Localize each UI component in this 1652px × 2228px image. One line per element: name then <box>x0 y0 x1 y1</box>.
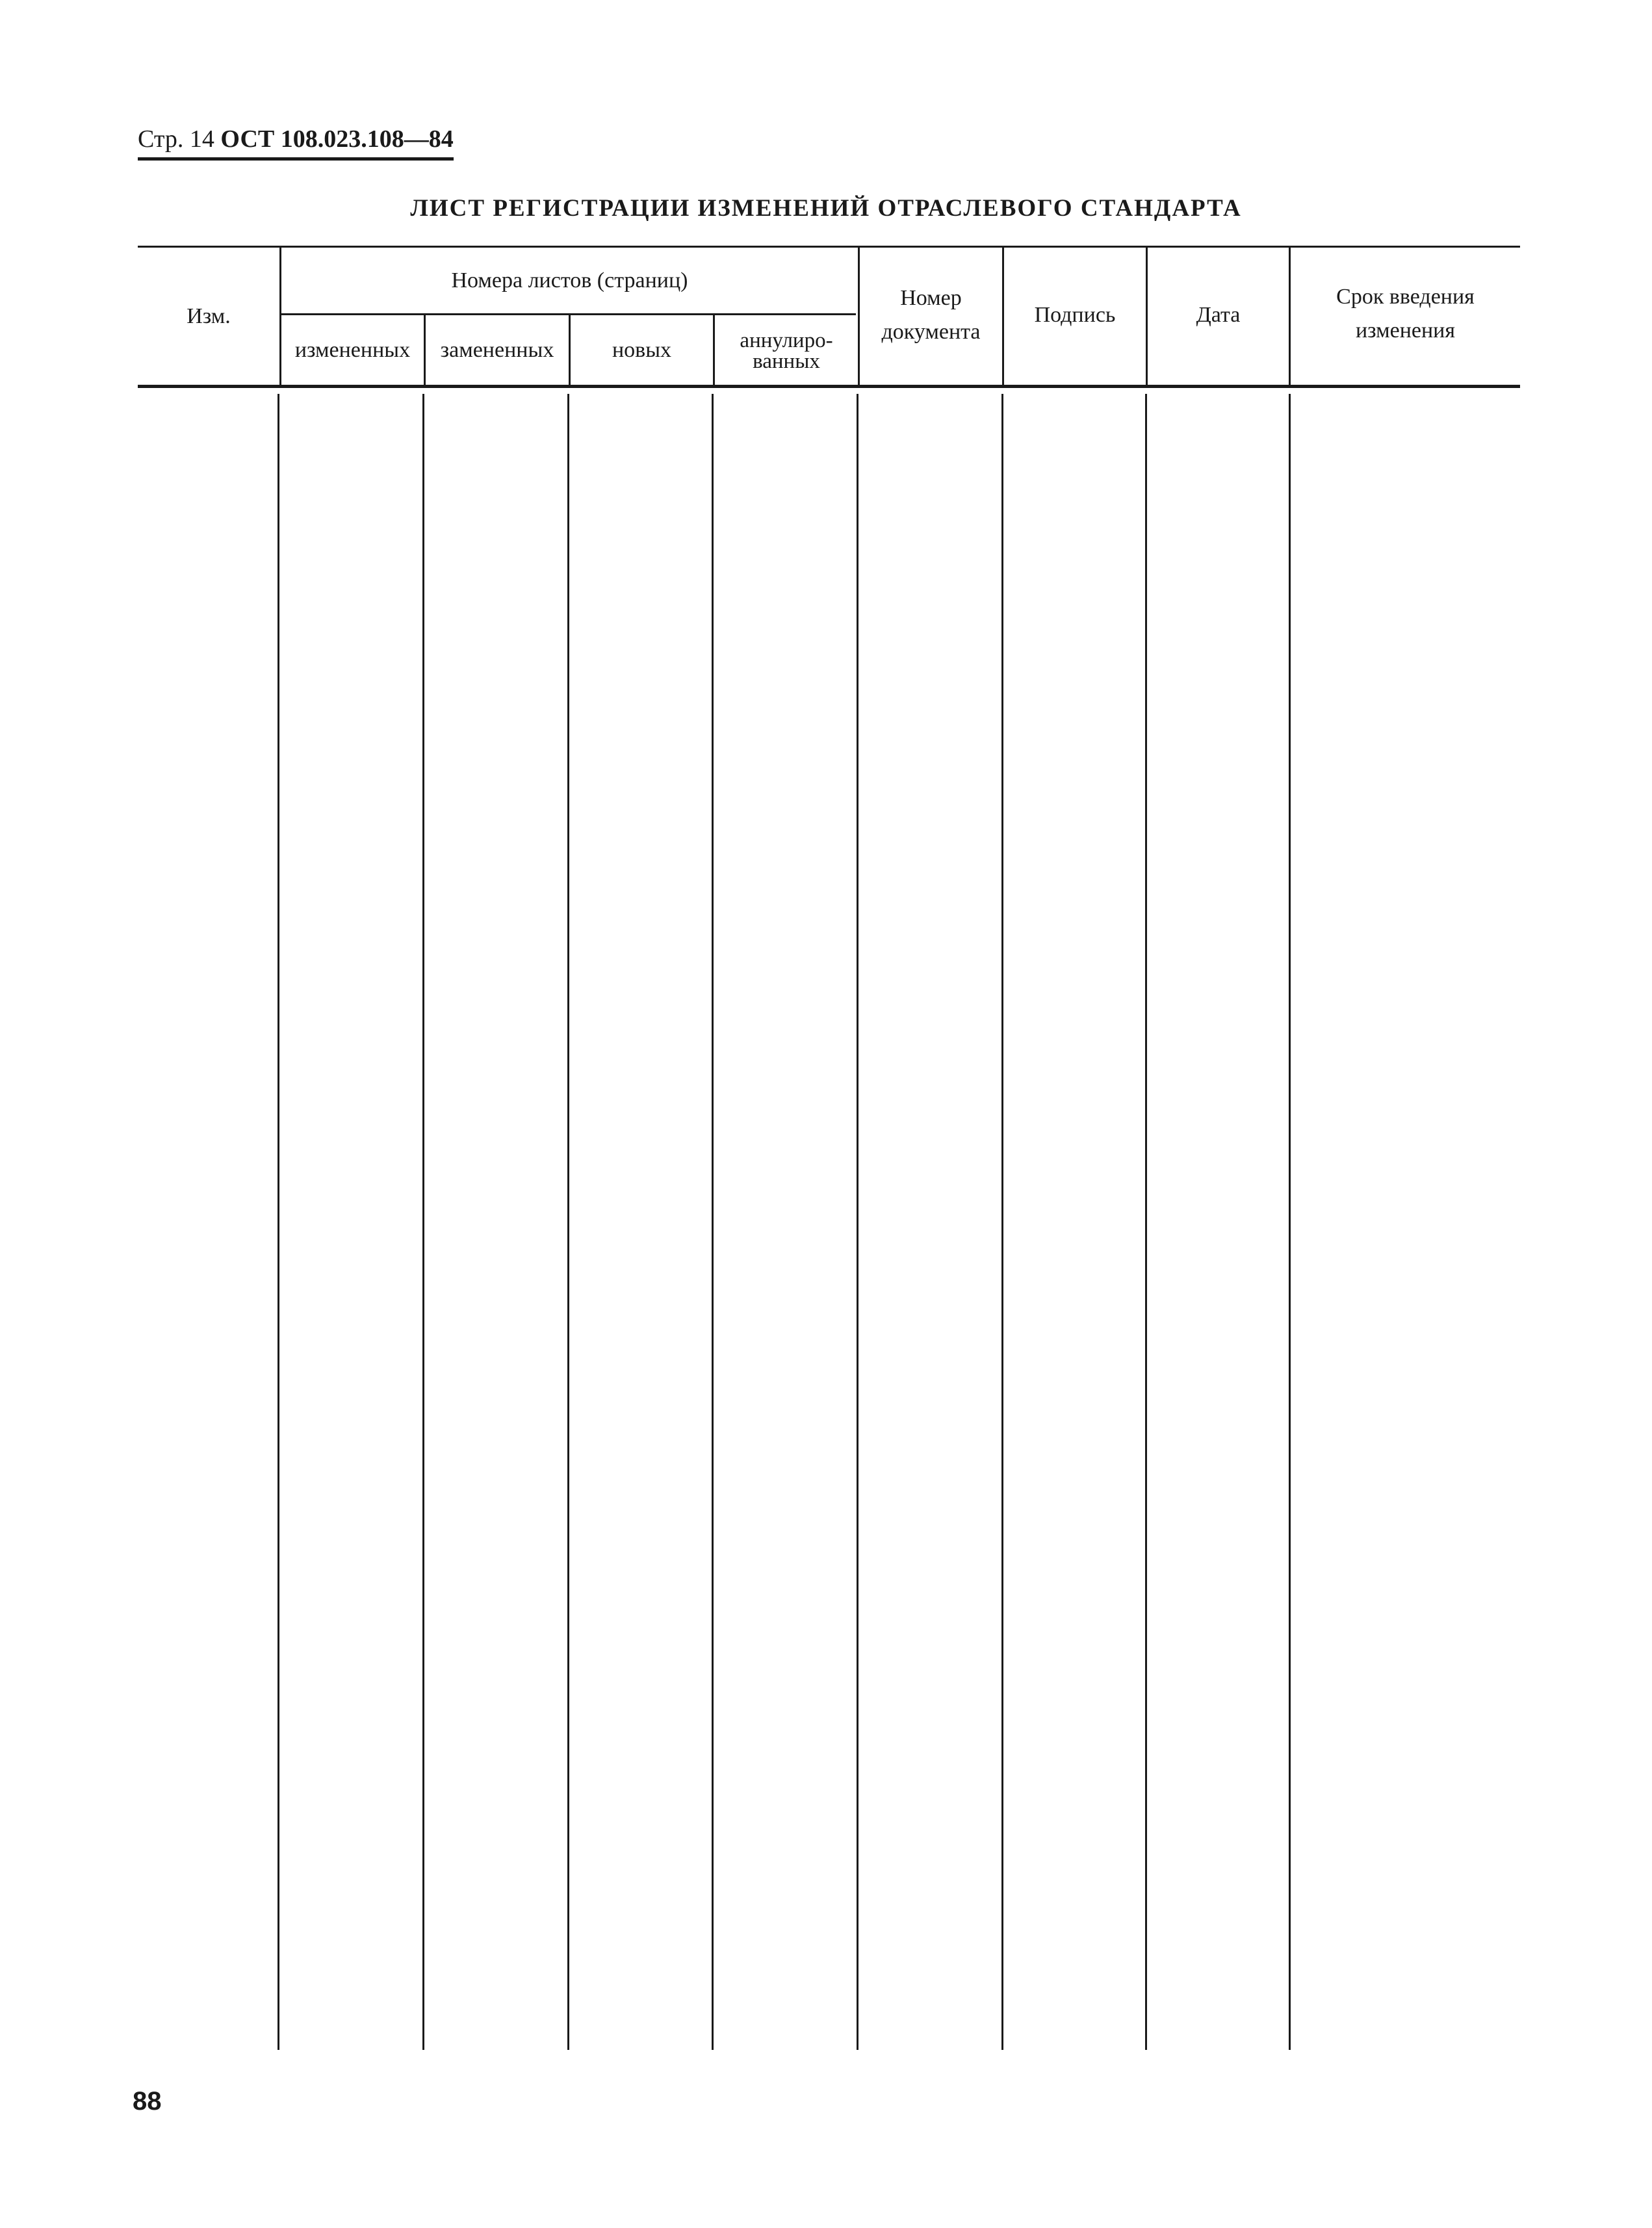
column-header-annulled <box>715 318 858 383</box>
column-header-document <box>860 273 1002 357</box>
page-prefix: Стр. <box>138 125 184 153</box>
column-header-new-text: новых <box>612 338 672 362</box>
column-header-changed <box>281 316 424 385</box>
column-header-new <box>571 316 713 385</box>
body-column-rule-6 <box>1001 394 1003 2050</box>
column-header-deadline-line2: изменения <box>1355 318 1456 343</box>
column-header-document-line1: Номер <box>900 286 962 310</box>
body-column-rule-4 <box>712 394 714 2050</box>
body-column-rule-8 <box>1289 394 1291 2050</box>
column-group-sheet-numbers <box>281 250 858 312</box>
body-column-rule-2 <box>422 394 424 2050</box>
page-number-label: 14 <box>189 125 214 153</box>
body-column-rule-1 <box>277 394 279 2050</box>
column-group-sheet-numbers-text: Номера листов (страниц) <box>451 268 688 292</box>
column-header-deadline-line1: Срок введения <box>1336 285 1475 309</box>
body-column-rule-7 <box>1145 394 1147 2050</box>
sheet-title: ЛИСТ РЕГИСТРАЦИИ ИЗМЕНЕНИЙ ОТРАСЛЕВОГО СТАНДАРТА <box>410 195 1242 222</box>
column-header-annulled-line1: аннулиро- <box>740 329 833 352</box>
column-header-signature-text: Подпись <box>1034 303 1116 327</box>
column-header-izm <box>138 250 279 383</box>
table-top-rule <box>138 246 1520 248</box>
column-header-changed-text: измененных <box>294 338 411 362</box>
column-header-date-text: Дата <box>1196 303 1241 327</box>
column-header-replaced <box>426 316 569 385</box>
column-header-document-line2: документа <box>881 320 981 344</box>
column-header-deadline <box>1291 272 1520 356</box>
column-header-signature <box>1004 279 1146 351</box>
page-number: 88 <box>133 2087 162 2116</box>
body-column-rule-3 <box>567 394 569 2050</box>
page-header <box>138 122 454 161</box>
column-header-date <box>1148 279 1289 351</box>
body-column-rule-5 <box>857 394 858 2050</box>
table-header-bottom-rule <box>138 385 1520 388</box>
column-header-izm-text: Изм. <box>187 304 231 328</box>
column-header-annulled-line2: ванных <box>753 350 820 373</box>
column-header-replaced-text: замененных <box>440 338 554 362</box>
standard-code: ОСТ 108.023.108—84 <box>220 125 454 153</box>
